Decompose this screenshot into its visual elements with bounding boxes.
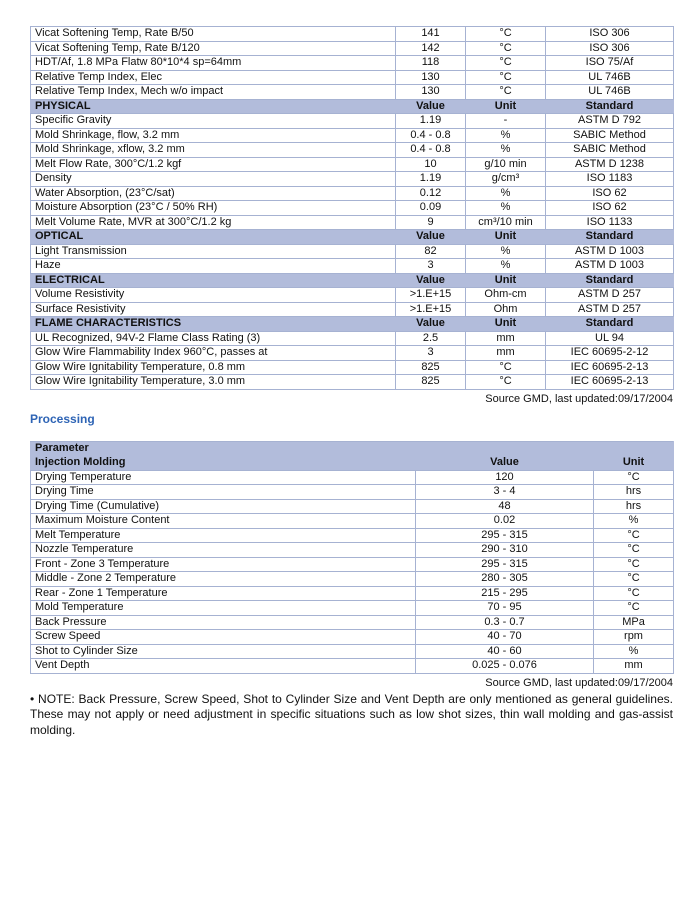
property-unit: g/cm³ <box>466 172 546 187</box>
parameter-name: Vent Depth <box>31 659 416 674</box>
column-header-standard: Standard <box>546 317 674 332</box>
property-standard: ISO 1183 <box>546 172 674 187</box>
property-standard: ASTM D 1238 <box>546 157 674 172</box>
property-name: Water Absorption, (23°C/sat) <box>31 186 396 201</box>
property-unit: cm³/10 min <box>466 215 546 230</box>
property-name: Glow Wire Ignitability Temperature, 3.0 mm <box>31 375 396 390</box>
property-standard: IEC 60695-2-13 <box>546 375 674 390</box>
parameter-name: Middle - Zone 2 Temperature <box>31 572 416 587</box>
processing-row <box>31 514 674 529</box>
property-value: 130 <box>396 85 466 100</box>
property-standard: ISO 62 <box>546 201 674 216</box>
property-value: 118 <box>396 56 466 71</box>
property-row <box>31 41 674 56</box>
property-standard: ISO 306 <box>546 27 674 42</box>
property-name: Mold Shrinkage, flow, 3.2 mm <box>31 128 396 143</box>
parameter-unit: °C <box>594 586 674 601</box>
property-standard: ASTM D 257 <box>546 302 674 317</box>
parameter-name: Nozzle Temperature <box>31 543 416 558</box>
property-name: Specific Gravity <box>31 114 396 129</box>
parameter-name: Shot to Cylinder Size <box>31 644 416 659</box>
property-value: >1.E+15 <box>396 302 466 317</box>
processing-row <box>31 601 674 616</box>
processing-row <box>31 586 674 601</box>
section-header-row <box>31 273 674 288</box>
column-header-value: Value <box>396 230 466 245</box>
property-standard: UL 94 <box>546 331 674 346</box>
property-row <box>31 143 674 158</box>
property-value: 0.4 - 0.8 <box>396 128 466 143</box>
property-row <box>31 215 674 230</box>
processing-row <box>31 659 674 674</box>
parameter-name: Mold Temperature <box>31 601 416 616</box>
property-standard: SABIC Method <box>546 143 674 158</box>
property-value: 1.19 <box>396 114 466 129</box>
processing-source-note: Source GMD, last updated:09/17/2004 <box>485 676 673 689</box>
parameter-unit: hrs <box>594 499 674 514</box>
processing-header-row-parameter <box>31 441 674 456</box>
column-header-unit: Unit <box>466 317 546 332</box>
property-name: Moisture Absorption (23°C / 50% RH) <box>31 201 396 216</box>
property-row <box>31 56 674 71</box>
property-name: Vicat Softening Temp, Rate B/120 <box>31 41 396 56</box>
section-header-row <box>31 99 674 114</box>
section-title: OPTICAL <box>31 230 396 245</box>
parameter-name: Rear - Zone 1 Temperature <box>31 586 416 601</box>
property-name: UL Recognized, 94V-2 Flame Class Rating (3) <box>31 331 396 346</box>
parameter-unit: hrs <box>594 485 674 500</box>
property-standard: ISO 306 <box>546 41 674 56</box>
property-unit: % <box>466 259 546 274</box>
property-row <box>31 360 674 375</box>
property-value: 825 <box>396 360 466 375</box>
property-row <box>31 302 674 317</box>
parameter-name: Drying Temperature <box>31 470 416 485</box>
property-row <box>31 288 674 303</box>
column-header-standard: Standard <box>546 99 674 114</box>
property-standard: ASTM D 257 <box>546 288 674 303</box>
parameter-name: Melt Temperature <box>31 528 416 543</box>
section-title: ELECTRICAL <box>31 273 396 288</box>
processing-row <box>31 499 674 514</box>
property-value: 0.4 - 0.8 <box>396 143 466 158</box>
parameter-name: Back Pressure <box>31 615 416 630</box>
column-header-value: Value <box>396 99 466 114</box>
property-value: 2.5 <box>396 331 466 346</box>
property-value: 825 <box>396 375 466 390</box>
property-value: >1.E+15 <box>396 288 466 303</box>
column-header-value: Value <box>396 273 466 288</box>
column-header-standard: Standard <box>546 230 674 245</box>
section-title: PHYSICAL <box>31 99 396 114</box>
property-unit: % <box>466 143 546 158</box>
parameter-name: Screw Speed <box>31 630 416 645</box>
parameter-name: Drying Time <box>31 485 416 500</box>
property-row <box>31 186 674 201</box>
parameter-name: Drying Time (Cumulative) <box>31 499 416 514</box>
processing-column-header-value: Value <box>416 456 594 471</box>
property-unit: °C <box>466 27 546 42</box>
parameter-value: 0.02 <box>416 514 594 529</box>
parameter-unit: °C <box>594 470 674 485</box>
property-value: 130 <box>396 70 466 85</box>
property-row <box>31 331 674 346</box>
property-name: Density <box>31 172 396 187</box>
property-row <box>31 128 674 143</box>
property-unit: Ohm <box>466 302 546 317</box>
property-unit: mm <box>466 346 546 361</box>
property-unit: % <box>466 186 546 201</box>
property-name: Melt Volume Rate, MVR at 300°C/1.2 kg <box>31 215 396 230</box>
property-value: 10 <box>396 157 466 172</box>
processing-column-header-unit: Unit <box>594 456 674 471</box>
parameter-name: Maximum Moisture Content <box>31 514 416 529</box>
property-unit: % <box>466 128 546 143</box>
property-row <box>31 157 674 172</box>
column-header-unit: Unit <box>466 99 546 114</box>
parameter-unit: °C <box>594 543 674 558</box>
property-name: Relative Temp Index, Mech w/o impact <box>31 85 396 100</box>
property-standard: ISO 75/Af <box>546 56 674 71</box>
parameter-unit: % <box>594 644 674 659</box>
parameter-unit: % <box>594 514 674 529</box>
property-unit: °C <box>466 375 546 390</box>
property-name: Relative Temp Index, Elec <box>31 70 396 85</box>
property-row <box>31 27 674 42</box>
parameter-value: 0.025 - 0.076 <box>416 659 594 674</box>
note-paragraph: • NOTE: Back Pressure, Screw Speed, Shot to Cylinder Size and Vent Depth are only mentioned as general guidelines. These may not apply or need adjustment in specific situations such as low shot sizes, thin wall molding and gas-assist molding. <box>30 691 673 737</box>
property-standard: ASTM D 1003 <box>546 259 674 274</box>
property-row <box>31 201 674 216</box>
property-value: 82 <box>396 244 466 259</box>
property-row <box>31 244 674 259</box>
property-value: 0.12 <box>396 186 466 201</box>
parameter-value: 40 - 60 <box>416 644 594 659</box>
processing-heading: Processing <box>30 411 95 426</box>
parameter-unit: °C <box>594 601 674 616</box>
column-header-unit: Unit <box>466 273 546 288</box>
property-standard: ASTM D 1003 <box>546 244 674 259</box>
property-unit: g/10 min <box>466 157 546 172</box>
property-name: Glow Wire Flammability Index 960°C, passes at <box>31 346 396 361</box>
parameter-value: 215 - 295 <box>416 586 594 601</box>
section-header-row <box>31 230 674 245</box>
column-header-value: Value <box>396 317 466 332</box>
property-row <box>31 85 674 100</box>
parameter-unit: °C <box>594 528 674 543</box>
property-standard: IEC 60695-2-12 <box>546 346 674 361</box>
parameter-unit: °C <box>594 557 674 572</box>
property-row <box>31 375 674 390</box>
property-name: Glow Wire Ignitability Temperature, 0.8 mm <box>31 360 396 375</box>
parameter-value: 70 - 95 <box>416 601 594 616</box>
property-standard: ISO 1133 <box>546 215 674 230</box>
parameter-value: 295 - 315 <box>416 528 594 543</box>
property-name: Light Transmission <box>31 244 396 259</box>
processing-row <box>31 470 674 485</box>
parameter-name: Front - Zone 3 Temperature <box>31 557 416 572</box>
property-value: 142 <box>396 41 466 56</box>
property-standard: IEC 60695-2-13 <box>546 360 674 375</box>
property-standard: ISO 62 <box>546 186 674 201</box>
processing-header-parameter: Parameter <box>31 441 674 456</box>
property-standard: ASTM D 792 <box>546 114 674 129</box>
property-name: Melt Flow Rate, 300°C/1.2 kgf <box>31 157 396 172</box>
parameter-unit: mm <box>594 659 674 674</box>
processing-row <box>31 572 674 587</box>
property-unit: °C <box>466 70 546 85</box>
processing-row <box>31 528 674 543</box>
parameter-value: 280 - 305 <box>416 572 594 587</box>
parameter-value: 48 <box>416 499 594 514</box>
property-value: 9 <box>396 215 466 230</box>
property-name: Haze <box>31 259 396 274</box>
processing-row <box>31 630 674 645</box>
property-unit: % <box>466 201 546 216</box>
property-unit: °C <box>466 56 546 71</box>
properties-table <box>30 26 674 390</box>
property-unit: mm <box>466 331 546 346</box>
processing-table <box>30 441 674 674</box>
property-unit: °C <box>466 85 546 100</box>
property-standard: SABIC Method <box>546 128 674 143</box>
property-value: 3 <box>396 346 466 361</box>
parameter-unit: °C <box>594 572 674 587</box>
property-unit: °C <box>466 360 546 375</box>
property-value: 141 <box>396 27 466 42</box>
properties-source-note: Source GMD, last updated:09/17/2004 <box>485 392 673 405</box>
property-standard: UL 746B <box>546 85 674 100</box>
parameter-value: 290 - 310 <box>416 543 594 558</box>
processing-row <box>31 557 674 572</box>
processing-header-row-columns <box>31 456 674 471</box>
property-value: 1.19 <box>396 172 466 187</box>
processing-row <box>31 543 674 558</box>
property-row <box>31 172 674 187</box>
parameter-value: 3 - 4 <box>416 485 594 500</box>
parameter-value: 0.3 - 0.7 <box>416 615 594 630</box>
property-value: 3 <box>396 259 466 274</box>
section-title: FLAME CHARACTERISTICS <box>31 317 396 332</box>
property-row <box>31 259 674 274</box>
property-unit: °C <box>466 41 546 56</box>
processing-header-injection-molding: Injection Molding <box>31 456 416 471</box>
property-unit: % <box>466 244 546 259</box>
property-row <box>31 346 674 361</box>
property-row <box>31 70 674 85</box>
parameter-value: 295 - 315 <box>416 557 594 572</box>
column-header-unit: Unit <box>466 230 546 245</box>
property-unit: - <box>466 114 546 129</box>
property-name: HDT/Af, 1.8 MPa Flatw 80*10*4 sp=64mm <box>31 56 396 71</box>
parameter-unit: rpm <box>594 630 674 645</box>
section-header-row <box>31 317 674 332</box>
property-standard: UL 746B <box>546 70 674 85</box>
column-header-standard: Standard <box>546 273 674 288</box>
property-unit: Ohm-cm <box>466 288 546 303</box>
property-value: 0.09 <box>396 201 466 216</box>
parameter-value: 120 <box>416 470 594 485</box>
property-name: Mold Shrinkage, xflow, 3.2 mm <box>31 143 396 158</box>
property-name: Surface Resistivity <box>31 302 396 317</box>
processing-row <box>31 644 674 659</box>
processing-row <box>31 485 674 500</box>
property-name: Vicat Softening Temp, Rate B/50 <box>31 27 396 42</box>
parameter-value: 40 - 70 <box>416 630 594 645</box>
processing-row <box>31 615 674 630</box>
property-name: Volume Resistivity <box>31 288 396 303</box>
parameter-unit: MPa <box>594 615 674 630</box>
property-row <box>31 114 674 129</box>
